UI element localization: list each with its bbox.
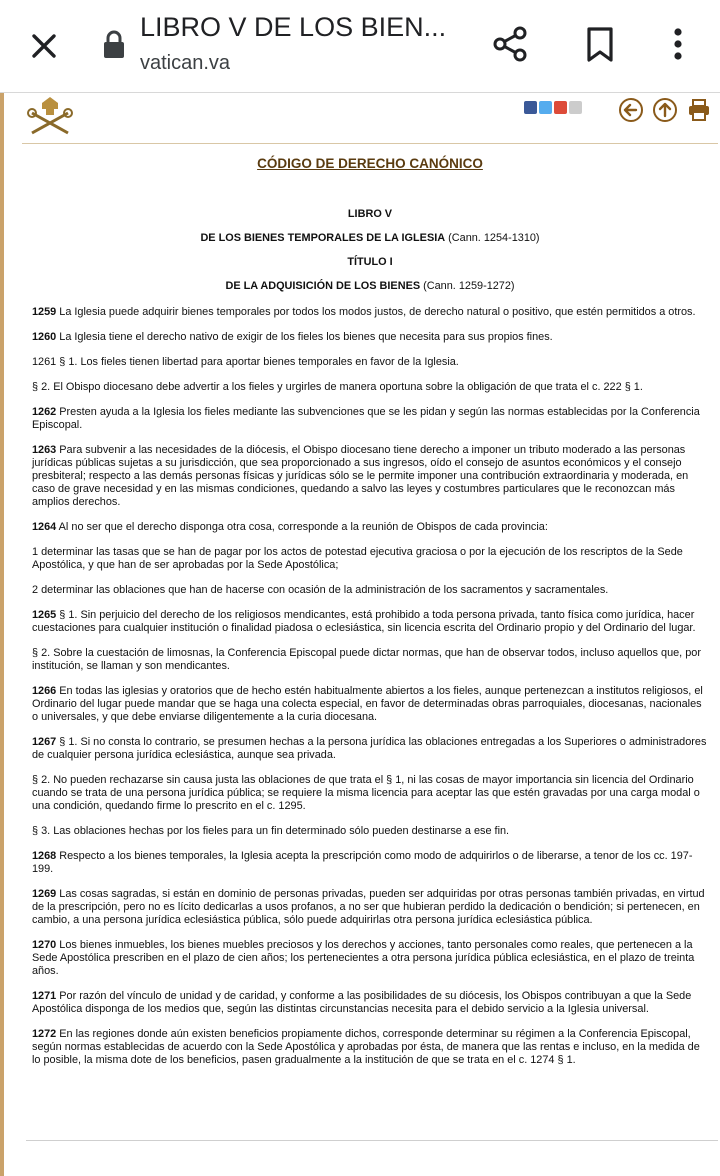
page-url[interactable]: vatican.va bbox=[140, 52, 231, 74]
up-arrow-icon[interactable] bbox=[652, 97, 678, 123]
bookmark-icon[interactable] bbox=[580, 24, 620, 64]
page-content bbox=[6, 93, 720, 1176]
vatican-logo-icon[interactable] bbox=[22, 95, 78, 137]
code-title-link[interactable]: CÓDIGO DE DERECHO CANÓNICO bbox=[257, 156, 483, 171]
title-label: TÍTULO I bbox=[347, 256, 393, 268]
canon-1261-1: 1261 § 1. Los fieles tienen libertad para aportar bienes temporales en favor de la Iglesia. bbox=[32, 356, 459, 368]
canon-1267-3: § 3. Las oblaciones hechas por los fieles para un fin determinado sólo pueden destinarse a ese fin. bbox=[32, 825, 510, 837]
back-arrow-icon[interactable] bbox=[618, 97, 644, 123]
canons-list bbox=[32, 306, 708, 1067]
canon-1260: 1260 La Iglesia tiene el derecho nativo de exigir de los fieles los bienes que necesita para sus propios fines. bbox=[32, 331, 553, 343]
google-plus-icon[interactable] bbox=[554, 101, 567, 114]
browser-top-bar bbox=[0, 0, 720, 93]
header-divider bbox=[22, 143, 718, 144]
canon-1266: 1266 En todas las iglesias y oratorios que de hecho estén habitualmente abiertos a los fieles, aunque pertenezcan a institutos religiosos, el Ordinario del lugar puede mandar que se haga una colecta especial, en favor de determinadas obras parroquiales, diocesanas, nacionales o universales, y que debe enviarse diligentemente a la curia diocesana. bbox=[32, 685, 703, 723]
book-heading: LIBRO V bbox=[347, 208, 393, 220]
canon-1271: 1271 Por razón del vínculo de unidad y de caridad, y conforme a las posibilidades de su diócesis, los Obispos contribuyan a que la Sede Apostólica disponga de los medios que, según las distintas circunstancias necesita para el debido servicio a la Iglesia universal. bbox=[32, 990, 692, 1015]
canon-1265-2: § 2. Sobre la cuestación de limosnas, la Conferencia Episcopal puede dictar normas, que han de observar todos, incluso aquellos que, por institución, se llaman y son mendicantes. bbox=[32, 647, 701, 672]
title-name: DE LA ADQUISICIÓN DE LOS BIENES (Cann. 1259-1272) bbox=[225, 280, 515, 292]
canon-1269: 1269 Las cosas sagradas, si están en dominio de personas privadas, pueden ser adquiridas por otras personas también privadas, en virtud de la prescripción, pero no es lícito dedicarlas a usos profanos, a no ser que hubieran perdido la dedicación o bendición; si pertenecen, en cambio, a una persona jurídica eclesiástica pública, sólo puede adquirirlas otra persona jurídica eclesiástica pública. bbox=[32, 888, 705, 926]
canon-1270: 1270 Los bienes inmuebles, los bienes muebles preciosos y los derechos y acciones, tanto personales como reales, que pertenecen a la Sede Apostólica prescriben en el plazo de cien años; los pertenecientes a otra persona jurídica pública eclesiástica, en el plazo de treinta años. bbox=[32, 939, 695, 977]
social-share-icons bbox=[524, 101, 586, 115]
canon-1264-item-1: 1 determinar las tasas que se han de pagar por los actos de potestad ejecutiva graciosa o por la ejecución de los rescriptos de la Sede Apostólica, y que han de ser aprobadas por la Sede Apostólica; bbox=[32, 546, 683, 571]
more-options-icon[interactable] bbox=[658, 24, 698, 64]
page-nav-icons bbox=[618, 97, 712, 123]
document-body bbox=[32, 153, 708, 1067]
lock-icon bbox=[102, 30, 126, 60]
canon-1265-1: 1265 § 1. Sin perjuicio del derecho de los religiosos mendicantes, está prohibido a toda persona privada, tanto física como jurídica, hacer cuestaciones para cualquier institución o finalidad piadosa o eclesiástica, sin licencia escrita del Ordinario propio y del Ordinario del lugar. bbox=[32, 609, 696, 634]
canon-1272: 1272 En las regiones donde aún existen beneficios propiamente dichos, corresponde determinar su régimen a la Conferencia Episcopal, según normas establecidas de acuerdo con la Sede Apostólica y aprobadas por ésta, de manera que las rentas e incluso, en la medida de lo posible, la misma dote de los beneficios, pasen gradualmente a la institución de que se trata en el c. 1274 § 1. bbox=[32, 1028, 700, 1066]
facebook-icon[interactable] bbox=[524, 101, 537, 114]
close-icon[interactable] bbox=[26, 28, 62, 64]
canon-1259: 1259 La Iglesia puede adquirir bienes temporales por todos los modos justos, de derecho natural o positivo, que estén permitidos a otros. bbox=[32, 306, 696, 318]
footer-divider bbox=[26, 1140, 718, 1141]
book-title: DE LOS BIENES TEMPORALES DE LA IGLESIA (Cann. 1254-1310) bbox=[200, 232, 540, 244]
page-title: LIBRO V DE LOS BIEN... bbox=[140, 12, 447, 42]
canon-1267-2: § 2. No pueden rechazarse sin causa justa las oblaciones de que trata el § 1, ni las cosas de mayor importancia sin licencia del Ordinario cuando se trata de una persona jurídica pública; se requiere la misma licencia para aceptar las que estén gravadas por una carga modal o una condición, quedando firme lo prescrito en el c. 1295. bbox=[32, 774, 700, 812]
email-icon[interactable] bbox=[569, 101, 582, 114]
canon-1264: 1264 Al no ser que el derecho disponga otra cosa, corresponde a la reunión de Obispos de cada provincia: bbox=[32, 521, 548, 533]
twitter-icon[interactable] bbox=[539, 101, 552, 114]
canon-1268: 1268 Respecto a los bienes temporales, la Iglesia acepta la prescripción como modo de adquirirlos o de liberarse, a tenor de los cc. 197-199. bbox=[32, 850, 693, 875]
share-icon[interactable] bbox=[490, 24, 530, 64]
print-icon[interactable] bbox=[686, 97, 712, 123]
canon-1264-item-2: 2 determinar las oblaciones que han de hacerse con ocasión de la administración de los sacramentos y sacramentales. bbox=[32, 584, 609, 596]
canon-1261-2: § 2. El Obispo diocesano debe advertir a los fieles y urgirles de manera oportuna sobre la obligación de que trata el c. 222 § 1. bbox=[32, 381, 643, 393]
canon-1262: 1262 Presten ayuda a la Iglesia los fieles mediante las subvenciones que se les pidan y según las normas establecidas por la Conferencia Episcopal. bbox=[32, 406, 700, 431]
canon-1267-1: 1267 § 1. Si no consta lo contrario, se presumen hechas a la persona jurídica las oblaciones entregadas a los Superiores o administradores de cualquier persona jurídica eclesiástica, aunque sea privada. bbox=[32, 736, 707, 761]
left-border bbox=[0, 93, 4, 1176]
canon-1263: 1263 Para subvenir a las necesidades de la diócesis, el Obispo diocesano tiene derecho a imponer un tributo moderado a las personas jurídicas públicas sujetas a su jurisdicción, que sea proporcionado a sus ingresos, oído el consejo de asuntos económicos y el consejo presbiteral; respecto a las demás personas físicas y jurídicas sólo se le permite imponer una contribución extraordinaria y moderada, en caso de grave necesidad y en las mismas condiciones, quedando a salvo las leyes y costumbres particulares que le reconozcan más amplios derechos. bbox=[32, 444, 689, 508]
